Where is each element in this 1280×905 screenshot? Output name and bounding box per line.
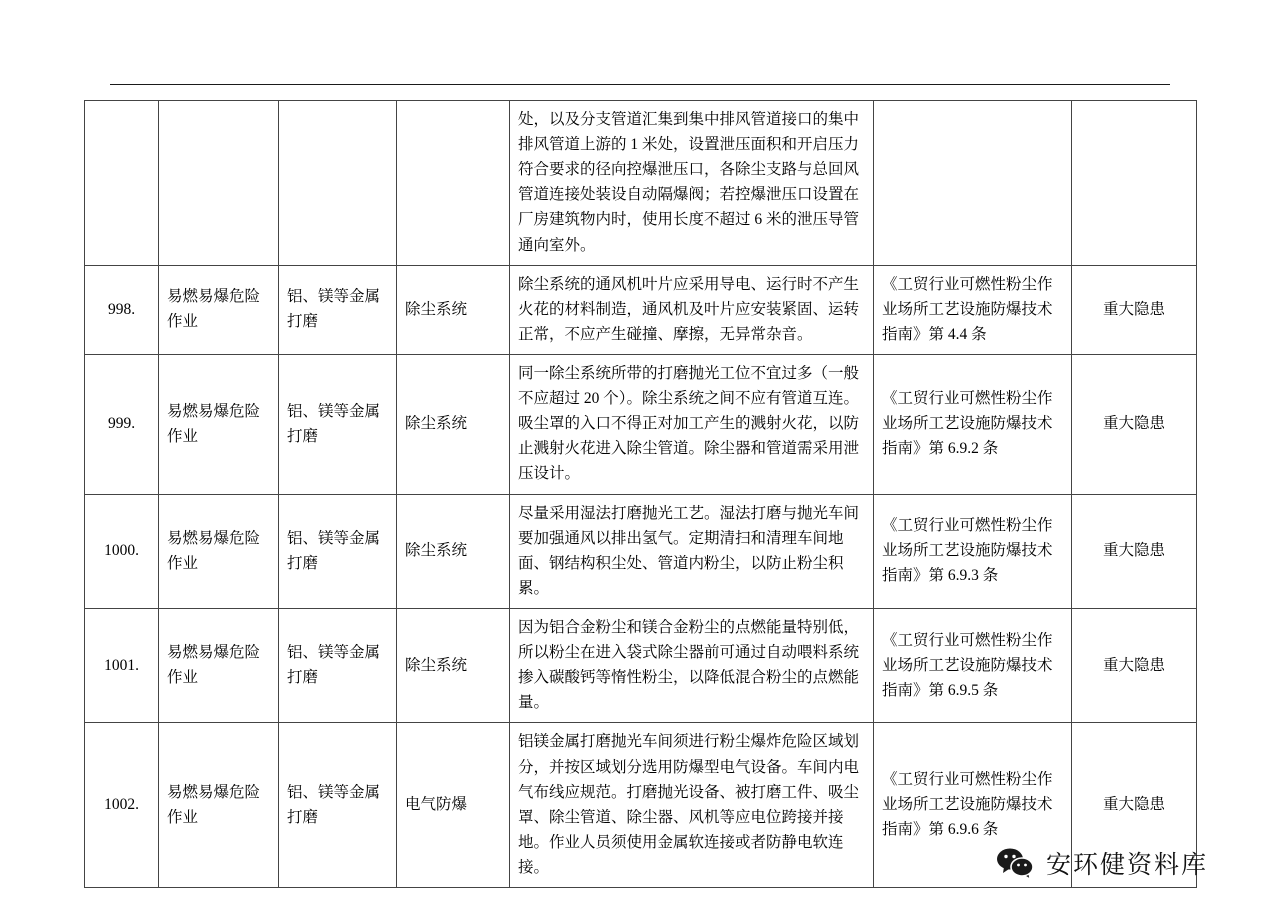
cell-category: 易燃易爆危险作业 — [159, 494, 279, 608]
cell-reference: 《工贸行业可燃性粉尘作业场所工艺设施防爆技术指南》第 6.9.3 条 — [874, 494, 1072, 608]
cell-system: 除尘系统 — [397, 265, 510, 354]
cell-reference: 《工贸行业可燃性粉尘作业场所工艺设施防爆技术指南》第 6.9.6 条 — [874, 723, 1072, 888]
cell-category: 易燃易爆危险作业 — [159, 608, 279, 722]
cell-system — [397, 101, 510, 266]
cell-number: 1002. — [85, 723, 159, 888]
cell-reference: 《工贸行业可燃性粉尘作业场所工艺设施防爆技术指南》第 6.9.2 条 — [874, 354, 1072, 494]
cell-level: 重大隐患 — [1072, 494, 1197, 608]
cell-process — [279, 101, 397, 266]
cell-process: 铝、镁等金属打磨 — [279, 494, 397, 608]
cell-description: 处，以及分支管道汇集到集中排风管道接口的集中排风管道上游的 1 米处，设置泄压面积和开启压力符合要求的径向控爆泄压口，各除尘支路与总回风管道连接处装设自动隔爆阀；若控爆泄压口设置在厂房建筑物内时，使用长度不超过 6 米的泄压导管通向室外。 — [510, 101, 874, 266]
cell-level: 重大隐患 — [1072, 265, 1197, 354]
cell-process: 铝、镁等金属打磨 — [279, 608, 397, 722]
cell-number: 1000. — [85, 494, 159, 608]
cell-number: 998. — [85, 265, 159, 354]
cell-category: 易燃易爆危险作业 — [159, 723, 279, 888]
cell-number: 999. — [85, 354, 159, 494]
cell-process: 铝、镁等金属打磨 — [279, 354, 397, 494]
cell-process: 铝、镁等金属打磨 — [279, 723, 397, 888]
cell-system: 除尘系统 — [397, 494, 510, 608]
table-row — [85, 265, 1197, 354]
cell-description: 因为铝合金粉尘和镁合金粉尘的点燃能量特别低，所以粉尘在进入袋式除尘器前可通过自动喂料系统掺入碳酸钙等惰性粉尘，以降低混合粉尘的点燃能量。 — [510, 608, 874, 722]
cell-reference: 《工贸行业可燃性粉尘作业场所工艺设施防爆技术指南》第 6.9.5 条 — [874, 608, 1072, 722]
wechat-icon — [996, 846, 1034, 880]
hazard-checklist-table — [84, 100, 1197, 888]
cell-system: 除尘系统 — [397, 608, 510, 722]
cell-number — [85, 101, 159, 266]
table-row — [85, 354, 1197, 494]
cell-level: 重大隐患 — [1072, 723, 1197, 888]
cell-level: 重大隐患 — [1072, 354, 1197, 494]
cell-category: 易燃易爆危险作业 — [159, 265, 279, 354]
cell-system: 除尘系统 — [397, 354, 510, 494]
cell-reference — [874, 101, 1072, 266]
cell-level: 重大隐患 — [1072, 608, 1197, 722]
cell-category: 易燃易爆危险作业 — [159, 354, 279, 494]
cell-level — [1072, 101, 1197, 266]
cell-category — [159, 101, 279, 266]
cell-description: 同一除尘系统所带的打磨抛光工位不宜过多（一般不应超过 20 个）。除尘系统之间不应有管道互连。吸尘罩的入口不得正对加工产生的溅射火花，以防止溅射火花进入除尘管道。除尘器和管道需采用泄压设计。 — [510, 354, 874, 494]
table-row — [85, 494, 1197, 608]
cell-system: 电气防爆 — [397, 723, 510, 888]
cell-description: 尽量采用湿法打磨抛光工艺。湿法打磨与抛光车间要加强通风以排出氢气。定期清扫和清理车间地面、钢结构积尘处、管道内粉尘，以防止粉尘积累。 — [510, 494, 874, 608]
watermark — [996, 845, 1208, 881]
table-row — [85, 101, 1197, 266]
watermark-text: 安环健资料库 — [1045, 852, 1208, 879]
cell-reference: 《工贸行业可燃性粉尘作业场所工艺设施防爆技术指南》第 4.4 条 — [874, 265, 1072, 354]
cell-description: 铝镁金属打磨抛光车间须进行粉尘爆炸危险区域划分，并按区域划分选用防爆型电气设备。车间内电气布线应规范。打磨抛光设备、被打磨工件、吸尘罩、除尘管道、除尘器、风机等应电位跨接并接地。作业人员须使用金属软连接或者防静电软连接。 — [510, 723, 874, 888]
cell-process: 铝、镁等金属打磨 — [279, 265, 397, 354]
cell-description: 除尘系统的通风机叶片应采用导电、运行时不产生火花的材料制造，通风机及叶片应安装紧固、运转正常，不应产生碰撞、摩擦，无异常杂音。 — [510, 265, 874, 354]
table-row — [85, 608, 1197, 722]
cell-number: 1001. — [85, 608, 159, 722]
header-divider — [110, 84, 1170, 85]
